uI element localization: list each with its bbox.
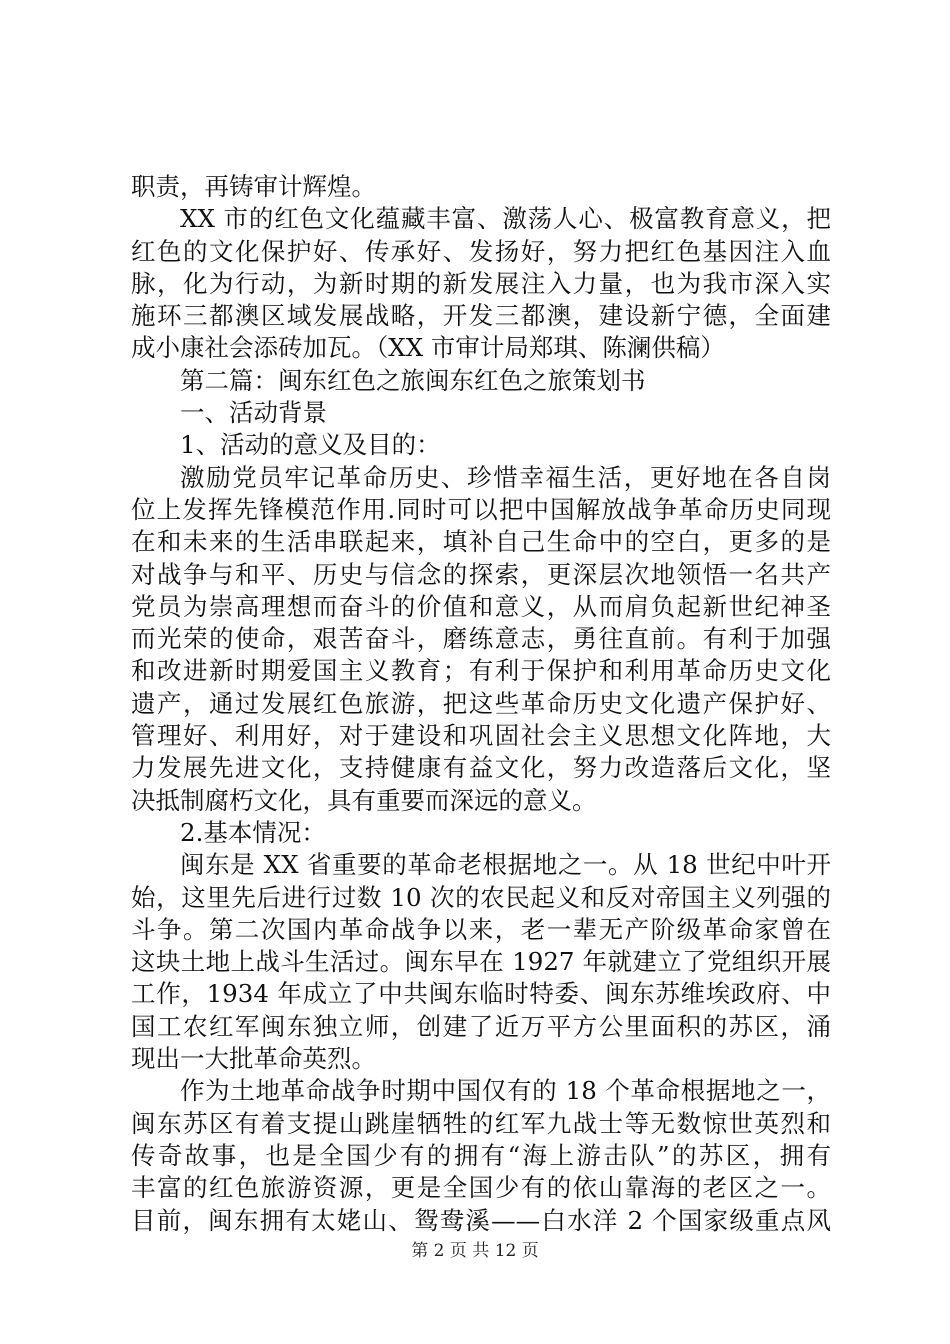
text-line: 现出一大批革命英烈。 <box>131 1044 376 1074</box>
text-line: 和改进新时期爱国主义教育；有利于保护和利用革命历史文化 <box>131 656 831 686</box>
text-line: 力发展先进文化，支持健康有益文化，努力改造落后文化，坚 <box>131 753 831 783</box>
text-line: 决抵制腐朽文化，具有重要而深远的意义。 <box>131 785 597 815</box>
text-line: 斗争。第二次国内革命战争以来，老一辈无产阶级革命家曾在 <box>131 914 831 944</box>
text-line: 一、活动背景 <box>180 398 327 428</box>
text-line: 闽东苏区有着支提山跳崖牺牲的红军九战士等无数惊世英烈和 <box>131 1108 831 1138</box>
text-line: 位上发挥先锋模范作用.同时可以把中国解放战争革命历史同现 <box>131 494 831 524</box>
text-line: 第二篇：闽东红色之旅闽东红色之旅策划书 <box>180 365 646 395</box>
text-line: 成小康社会添砖加瓦。（XX 市审计局郑琪、陈澜供稿） <box>131 333 725 363</box>
text-line: 传奇故事，也是全国少有的拥有“海上游击队”的苏区，拥有 <box>131 1140 831 1170</box>
text-line: 党员为崇高理想而奋斗的价值和意义，从而肩负起新世纪神圣 <box>131 591 831 621</box>
text-line: 脉，化为行动，为新时期的新发展注入力量，也为我市深入实 <box>131 268 831 298</box>
text-line: 施环三都澳区域发展战略，开发三都澳，建设新宁德，全面建 <box>131 301 831 331</box>
text-line: 目前，闽东拥有太姥山、鸳鸯溪——白水洋 2 个国家级重点风 <box>131 1205 831 1235</box>
text-line: 而光荣的使命，艰苦奋斗，磨练意志，勇往直前。有利于加强 <box>131 624 831 654</box>
text-line: 遗产，通过发展红色旅游，把这些革命历史文化遗产保护好、 <box>131 688 831 718</box>
text-line: 红色的文化保护好、传承好、发扬好，努力把红色基因注入血 <box>131 236 831 266</box>
text-line: 作为土地革命战争时期中国仅有的 18 个革命根据地之一， <box>180 1076 831 1106</box>
document-body <box>131 171 831 1237</box>
text-line: 在和未来的生活串联起来，填补自己生命中的空白，更多的是 <box>131 527 831 557</box>
text-line: 对战争与和平、历史与信念的探索，更深层次地领悟一名共产 <box>131 559 831 589</box>
text-line: 工作，1934 年成立了中共闽东临时特委、闽东苏维埃政府、中 <box>131 979 831 1009</box>
text-line: 管理好、利用好，对于建设和巩固社会主义思想文化阵地，大 <box>131 721 831 751</box>
text-line: 2.基本情况： <box>180 817 326 847</box>
text-line: 激励党员牢记革命历史、珍惜幸福生活，更好地在各自岗 <box>180 462 831 492</box>
text-line: 1、活动的意义及目的： <box>180 430 441 460</box>
text-line: 这块土地上战斗生活过。闽东早在 1927 年就建立了党组织开展 <box>131 947 831 977</box>
text-line: 丰富的红色旅游资源，更是全国少有的依山靠海的老区之一。 <box>131 1173 831 1203</box>
text-line: 职责，再铸审计辉煌。 <box>131 172 376 201</box>
text-line: 始，这里先后进行过数 10 次的农民起义和反对帝国主义列强的 <box>131 882 831 912</box>
page-footer: 第 2 页 共 12 页 <box>411 1241 539 1261</box>
text-line: 闽东是 XX 省重要的革命老根据地之一。从 18 世纪中叶开 <box>180 850 831 880</box>
text-line: XX 市的红色文化蕴藏丰富、激荡人心、极富教育意义，把 <box>180 204 831 234</box>
text-line: 国工农红军闽东独立师，创建了近万平方公里面积的苏区，涌 <box>131 1011 831 1041</box>
